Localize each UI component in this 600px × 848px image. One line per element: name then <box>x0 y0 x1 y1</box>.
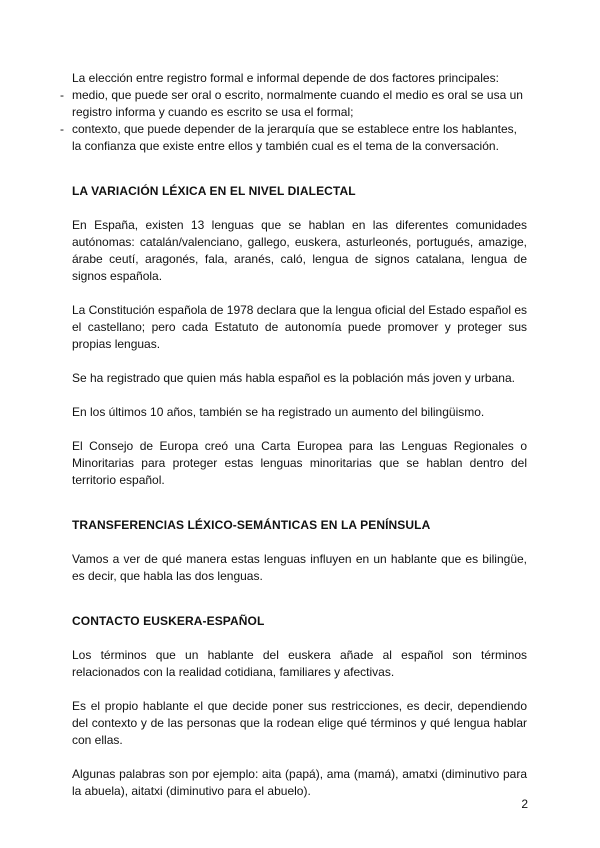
page-number: 2 <box>521 797 528 811</box>
paragraph: Es el propio hablante el que decide poner sus restricciones, es decir, dependiendo del contexto y de las personas que la rodean elige qué términos y qué lengua hablar con ellas. <box>72 699 527 747</box>
paragraph: En España, existen 13 lenguas que se hablan en las diferentes comunidades autónomas: catalán/valenciano, gallego, euskera, asturleonés, portugués, amazige, árabe ceutí, aragonés, fala, aranés, caló, lengua de signos catalana, lengua de signos española. <box>72 218 527 283</box>
list-dash: - <box>60 88 64 102</box>
paragraph: La Constitución española de 1978 declara que la lengua oficial del Estado español es el castellano; pero cada Estatuto de autonomía puede promover y proteger sus propias lenguas. <box>72 303 527 351</box>
list-item <box>60 121 527 155</box>
section-heading: LA VARIACIÓN LÉXICA EN EL NIVEL DIALECTAL <box>72 184 356 198</box>
list-item <box>60 87 527 121</box>
section-heading: CONTACTO EUSKERA-ESPAÑOL <box>72 614 265 628</box>
list-dash: - <box>60 122 64 136</box>
paragraph: En los últimos 10 años, también se ha registrado un aumento del bilingüismo. <box>72 405 485 419</box>
paragraph: Los términos que un hablante del euskera añade al español son términos relacionados con la realidad cotidiana, familiares y afectivas. <box>72 648 527 679</box>
paragraph: Se ha registrado que quien más habla español es la población más joven y urbana. <box>72 371 515 385</box>
page-content <box>60 70 527 800</box>
paragraph: Vamos a ver de qué manera estas lenguas influyen en un hablante que es bilingüe, es decir, que habla las dos lenguas. <box>72 552 527 583</box>
list-item-text: contexto, que puede depender de la jerarquía que se establece entre los hablantes, la confianza que existe entre ellos y también cual es el tema de la conversación. <box>72 122 517 153</box>
list-item-text: medio, que puede ser oral o escrito, normalmente cuando el medio es oral se usa un registro informa y cuando es escrito se usa el formal; <box>72 88 523 119</box>
paragraph: Algunas palabras son por ejemplo: aita (papá), ama (mamá), amatxi (diminutivo para la abuela), aitatxi (diminutivo para el abuelo). <box>72 767 527 798</box>
paragraph: El Consejo de Europa creó una Carta Europea para las Lenguas Regionales o Minoritarias para proteger estas lenguas minoritarias que se hablan dentro del territorio español. <box>72 439 527 487</box>
section-heading: TRANSFERENCIAS LÉXICO-SEMÁNTICAS EN LA PENÍNSULA <box>72 518 431 532</box>
intro-lead: La elección entre registro formal e informal depende de dos factores principales: <box>72 71 499 85</box>
